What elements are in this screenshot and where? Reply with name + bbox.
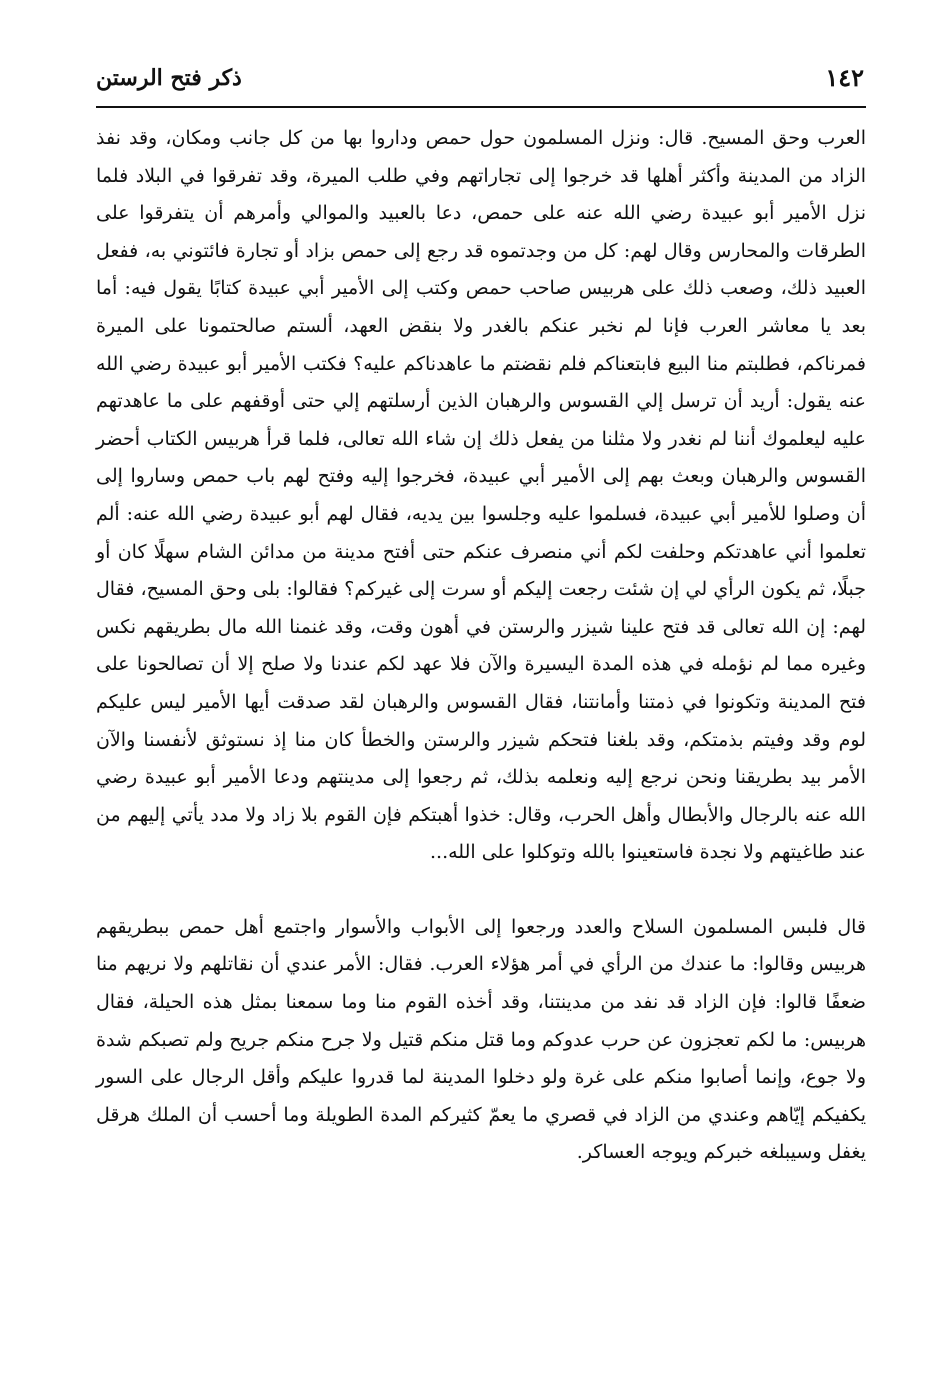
running-title: ذكر فتح الرستن [96,65,242,91]
header-divider [96,106,866,108]
page-number: ١٤٢ [825,63,864,92]
body-text [96,120,866,1172]
paragraph: العرب وحق المسيح. قال: ونزل المسلمون حول حمص وداروا بها من كل جانب ومكان، وقد نفذ الزاد من المدينة وأكثر أهلها قد خرجوا إلى تجاراتهم وفي طلب الميرة، وقد تفرقوا في البلاد فلما نزل الأمير أبو عبيدة رضي الله عنه على حمص، دعا بالعبيد والموالي وأمرهم أن يتفرقوا على الطرقات والمحارس وقال لهم: كل من وجدتموه قد رجع إلى حمص بزاد أو تجارة فائتوني به، ففعل العبيد ذلك، وصعب ذلك على هربيس صاحب حمص وكتب إلى الأمير أبي عبيدة كتابًا يقول فيه: أما بعد يا معاشر العرب فإنا لم نخبر عنكم بالغدر ولا بنقض العهد، ألستم صالحتمونا على الميرة فمرناكم، فطلبتم منا البيع فابتعناكم فلم نقضتم ما عاهدناكم عليه؟ فكتب الأمير أبو عبيدة رضي الله عنه يقول: أريد أن ترسل إلي القسوس والرهبان الذين أرسلتهم إلي حتى أوقفهم على ما عاهدتهم عليه ليعلموك أننا لم نغدر ولا مثلنا من يفعل ذلك إن شاء الله تعالى، فلما قرأ هربيس الكتاب أحضر القسوس والرهبان وبعث بهم إلى الأمير أبي عبيدة، فخرجوا إليه وفتح لهم باب حمص وساروا إلى أن وصلوا للأمير أبي عبيدة، فسلموا عليه وجلسوا بين يديه، فقال لهم أبو عبيدة رضي الله عنه: ألم تعلموا أني عاهدتكم وحلفت لكم أني منصرف عنكم حتى أفتح مدينة من مدائن الشام سهلًا كان أو جبلًا، ثم يكون الرأي لي إن شئت رجعت إليكم أو سرت إلى غيركم؟ فقالوا: بلى وحق المسيح، فقال لهم: إن الله تعالى قد فتح علينا شيزر والرستن في أهون وقت، وقد غنمنا الله مال بطريقهم نكس وغيره مما لم نؤمله في هذه المدة اليسيرة والآن فلا عهد لكم عندنا ولا صلح إلا أن تصالحونا على فتح المدينة وتكونوا في ذمتنا وأمانتنا، فقال القسوس والرهبان لقد صدقت أيها الأمير ليس عليكم لوم وقد وفيتم بذمتكم، وقد بلغنا فتحكم شيزر والرستن والخطأ كان منا إذ نستوثق لأنفسنا والآن الأمر بيد بطريقنا ونحن نرجع إليه ونعلمه بذلك، ثم رجعوا إلى مدينتهم ودعا الأمير أبو عبيدة رضي الله عنه بالرجال والأبطال وأهل الحرب، وقال: خذوا أهبتكم فإن القوم بلا زاد ولا مدد يأتي إليهم من عند طاغيتهم ولا نجدة فاستعينوا بالله وتوكلوا على الله... [96,127,867,864]
paragraph: قال فلبس المسلمون السلاح والعدد ورجعوا إلى الأبواب والأسوار واجتمع أهل حمص ببطريقهم هربيس وقالوا: ما عندك من الرأي في أمر هؤلاء العرب. فقال: الأمر عندي أن نقاتلهم ولا نريهم منا ضعفًا قالوا: فإن الزاد قد نفد من مدينتنا، وقد أخذه القوم منا وما سمعنا بمثل هذه الحيلة، فقال هربيس: ما لكم تعجزون عن حرب عدوكم وما قتل منكم قتيل ولا جرح منكم جريح ولم تصبكم شدة ولا جوع، وإنما أصابوا منكم على غرة ولو دخلوا المدينة لما قدروا عليكم وأقل الرجال على السور يكفيكم إيّاهم وعندي من الزاد في قصري ما يعمّ كثيركم المدة الطويلة وما أحسب أن الملك هرقل يغفل وسيبلغه خبركم ويوجه العساكر. [96,915,866,1164]
page-header [96,60,864,104]
